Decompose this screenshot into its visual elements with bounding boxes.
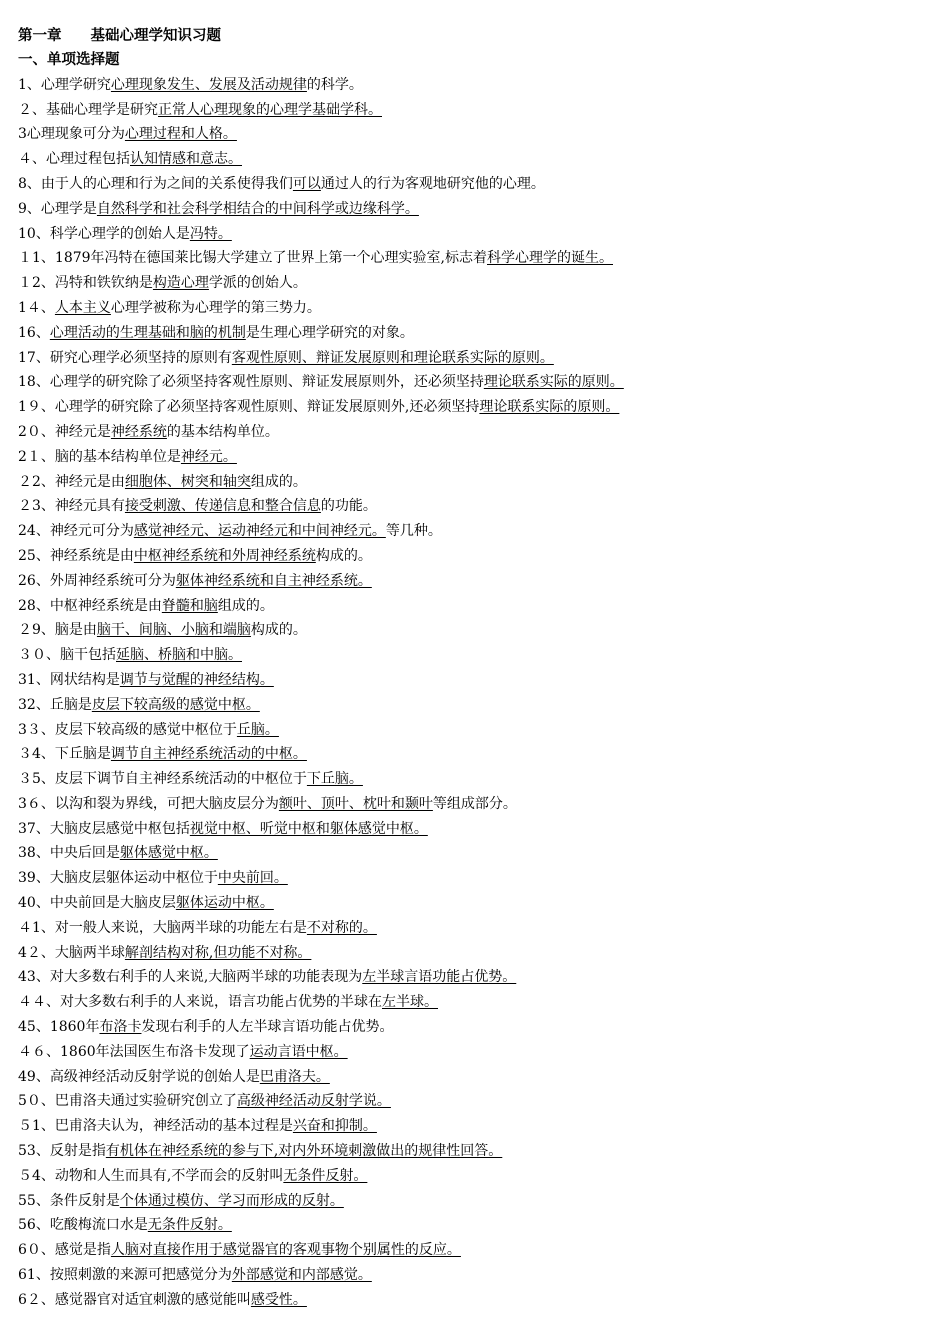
question-item <box>18 1263 932 1288</box>
question-item <box>18 222 932 247</box>
question-text: ５4、动物和人生而具有,不学而会的反射叫 <box>18 1167 284 1184</box>
question-text: 55、条件反射是 <box>18 1192 120 1209</box>
question-item <box>18 122 932 147</box>
question-item <box>18 742 932 767</box>
question-item <box>18 470 932 495</box>
answer-text: 无条件反射。 <box>283 1167 368 1184</box>
question-item <box>18 817 932 842</box>
question-text-tail: 的基本结构单位。 <box>166 423 279 440</box>
question-text-tail: 组成的。 <box>217 597 274 614</box>
question-text-tail: 等几种。 <box>385 523 442 540</box>
question-item <box>18 1139 932 1164</box>
question-text-tail: 心理学被称为心理学的第三势力。 <box>110 299 321 316</box>
question-text: 37、大脑皮层感觉中枢包括 <box>18 820 190 837</box>
question-text: ２3、神经元具有 <box>18 498 125 515</box>
answer-text: 调节自主神经系统活动的中枢。 <box>110 746 307 763</box>
question-text-tail: 通过人的行为客观地研究他的心理。 <box>320 175 545 192</box>
question-item <box>18 1164 932 1189</box>
question-item <box>18 346 932 371</box>
question-text: 17、研究心理学必须坚持的原则有 <box>18 349 232 366</box>
question-text-tail: 的科学。 <box>306 76 363 93</box>
answer-text: 中枢神经系统和外周神经系统 <box>133 547 316 564</box>
answer-text: 心理活动的生理基础和脑的机制 <box>49 324 246 341</box>
chapter-title: 第一章 基础心理学知识习题 <box>18 28 221 44</box>
question-text: 9、心理学是 <box>18 200 97 217</box>
answer-text: 正常人心理现象的心理学基础学科。 <box>158 101 382 118</box>
question-text: 2０、神经元是 <box>18 423 111 440</box>
question-item <box>18 420 932 445</box>
question-text: 39、大脑皮层躯体运动中枢位于 <box>18 870 218 887</box>
answer-text: 躯体神经系统和自主神经系统。 <box>175 572 372 589</box>
question-text: ３4、下丘脑是 <box>18 746 111 763</box>
answer-text: 巴甫洛夫。 <box>259 1068 330 1085</box>
question-item <box>18 891 932 916</box>
question-item <box>18 916 932 941</box>
answer-text: 感受性。 <box>250 1291 307 1308</box>
answer-text: 接受刺激、传递信息和整合信息 <box>124 498 321 515</box>
answer-text: 神经系统 <box>110 423 167 440</box>
question-text: １2、冯特和铁钦纳是 <box>18 275 153 292</box>
question-item <box>18 841 932 866</box>
question-item <box>18 445 932 470</box>
question-item <box>18 1040 932 1065</box>
question-text: ４1、对一般人来说，大脑两半球的功能左右是 <box>18 919 307 936</box>
answer-text: 冯特。 <box>189 225 232 242</box>
question-text: 4２、大脑两半球 <box>18 944 125 961</box>
question-item <box>18 866 932 891</box>
question-item <box>18 965 932 990</box>
question-item <box>18 296 932 321</box>
question-text: 8、由于人的心理和行为之间的关系使得我们 <box>18 175 293 192</box>
question-text: 25、神经系统是由 <box>18 547 134 564</box>
answer-text: 客观性原则、辩证发展原则和理论联系实际的原则。 <box>231 349 554 366</box>
question-item <box>18 1238 932 1263</box>
answer-text: 细胞体、树突和轴突 <box>124 473 251 490</box>
question-text: 38、中央后回是 <box>18 845 120 862</box>
answer-text: 自然科学和社会科学相结合的中间科学或边缘科学。 <box>96 200 419 217</box>
question-item <box>18 1089 932 1114</box>
question-item <box>18 544 932 569</box>
question-item <box>18 1114 932 1139</box>
question-text: ４、心理过程包括 <box>18 151 130 168</box>
question-item <box>18 693 932 718</box>
answer-text: 调节与觉醒的神经结构。 <box>119 671 274 688</box>
question-text: 28、中枢神经系统是由 <box>18 597 162 614</box>
question-item <box>18 1065 932 1090</box>
question-item <box>18 618 932 643</box>
question-text-tail: 的功能。 <box>320 498 377 515</box>
answer-text: 皮层下较高级的感觉中枢。 <box>91 696 260 713</box>
question-text: 10、科学心理学的创始人是 <box>18 225 190 242</box>
question-text: 1４、 <box>18 299 55 316</box>
question-item <box>18 941 932 966</box>
answer-text: 构造心理 <box>152 275 209 292</box>
question-item <box>18 767 932 792</box>
answer-text: 神经元。 <box>180 448 237 465</box>
answer-text: 认知情感和意志。 <box>130 151 242 168</box>
answer-text: 脑干、间脑、小脑和端脑 <box>96 622 251 639</box>
question-text: 43、对大多数右利手的人来说,大脑两半球的功能表现为 <box>18 969 363 986</box>
answer-text: 有机体在神经系统的参与下,对内外环境刺激做出的规律性回答。 <box>105 1143 503 1160</box>
answer-text: 不对称的。 <box>306 919 377 936</box>
question-item <box>18 718 932 743</box>
question-item <box>18 1015 932 1040</box>
question-item <box>18 990 932 1015</box>
question-text: 16、 <box>18 324 50 341</box>
question-text: 2１、脑的基本结构单位是 <box>18 448 181 465</box>
answer-text: 心理过程和人格。 <box>124 126 237 143</box>
answer-text: 外部感觉和内部感觉。 <box>231 1267 372 1284</box>
answer-text: 运动言语中枢。 <box>249 1043 348 1060</box>
question-text: 26、外周神经系统可分为 <box>18 572 176 589</box>
answer-text: 躯体运动中枢。 <box>175 895 274 912</box>
question-item <box>18 172 932 197</box>
question-text-tail: 构成的。 <box>315 547 372 564</box>
question-item <box>18 321 932 346</box>
answer-text: 心理现象发生、发展及活动规律 <box>110 76 307 93</box>
question-text: 18、心理学的研究除了必须坚持客观性原则、辩证发展原则外，还必须坚持 <box>18 374 484 391</box>
answer-text: 额叶、顶叶、枕叶和颞叶 <box>278 795 433 812</box>
question-text: 3６、以沟和裂为界线，可把大脑皮层分为 <box>18 795 279 812</box>
question-text: 3心理现象可分为 <box>18 126 125 143</box>
question-text: 24、神经元可分为 <box>18 523 134 540</box>
answer-text: 布洛卡 <box>99 1019 142 1036</box>
answer-text: 感觉神经元、运动神经元和中间神经元。 <box>133 523 386 540</box>
answer-text: 人脑对直接作用于感觉器官的客观事物个别属性的反应。 <box>110 1242 461 1259</box>
question-text-tail: 组成的。 <box>250 473 307 490</box>
answer-text: 无条件反射。 <box>147 1217 232 1234</box>
question-item <box>18 98 932 123</box>
answer-text: 理论联系实际的原则。 <box>483 374 624 391</box>
answer-text: 人本主义 <box>54 299 111 316</box>
answer-text: 丘脑。 <box>236 721 279 738</box>
answer-text: 延脑、桥脑和中脑。 <box>116 647 242 664</box>
question-text: ３5、皮层下调节自主神经系统活动的中枢位于 <box>18 771 307 788</box>
question-text: 5０、巴甫洛夫通过实验研究创立了 <box>18 1093 237 1110</box>
question-text: ２2、神经元是由 <box>18 473 125 490</box>
answer-text: 下丘脑。 <box>306 771 363 788</box>
question-item <box>18 569 932 594</box>
question-text: ４６、1860年法国医生布洛卡发现了 <box>18 1043 250 1060</box>
question-text: ２9、脑是由 <box>18 622 97 639</box>
question-text: 53、反射是指 <box>18 1143 106 1160</box>
answer-text: 中央前回。 <box>217 870 288 887</box>
question-item <box>18 73 932 98</box>
question-item <box>18 246 932 271</box>
question-item <box>18 668 932 693</box>
section-title: 一、单项选择题 <box>18 52 120 69</box>
question-item <box>18 147 932 172</box>
answer-text: 躯体感觉中枢。 <box>119 845 218 862</box>
question-item <box>18 494 932 519</box>
question-text: ３０、脑干包括 <box>18 647 116 664</box>
answer-text: 高级神经活动反射学说。 <box>236 1093 391 1110</box>
question-text-tail: 是生理心理学研究的对象。 <box>245 324 414 341</box>
question-text: 31、网状结构是 <box>18 671 120 688</box>
answer-text: 个体通过模仿、学习而形成的反射。 <box>119 1192 344 1209</box>
answer-text: 脊髓和脑 <box>161 597 218 614</box>
answer-text: 左半球言语功能占优势。 <box>362 969 517 986</box>
question-item <box>18 395 932 420</box>
question-text: 1９、心理学的研究除了必须坚持客观性原则、辩证发展原则外,还必须坚持 <box>18 399 480 416</box>
question-list <box>18 73 932 1313</box>
question-text-tail: 发现右利手的人左半球言语功能占优势。 <box>141 1019 394 1036</box>
answer-text: 兴奋和抑制。 <box>292 1118 377 1135</box>
question-item <box>18 1189 932 1214</box>
question-text-tail: 等组成部分。 <box>432 795 517 812</box>
question-item <box>18 519 932 544</box>
question-text: 1、心理学研究 <box>18 76 111 93</box>
question-text: 32、丘脑是 <box>18 696 92 713</box>
answer-text: 理论联系实际的原则。 <box>479 399 620 416</box>
question-text: 40、中央前回是大脑皮层 <box>18 895 176 912</box>
question-text: 45、1860年 <box>18 1019 100 1036</box>
question-text: 6０、感觉是指 <box>18 1242 111 1259</box>
question-text-tail: 学派的创始人。 <box>208 275 307 292</box>
question-text: 49、高级神经活动反射学说的创始人是 <box>18 1068 260 1085</box>
question-text: ４４、对大多数右利手的人来说，语言功能占优势的半球在 <box>18 994 382 1011</box>
question-text: １1、1879年冯特在德国莱比锡大学建立了世界上第一个心理实验室,标志着 <box>18 250 487 267</box>
answer-text: 解剖结构对称,但功能不对称。 <box>124 944 312 961</box>
answer-text: 可以 <box>292 175 321 192</box>
question-text: 61、按照刺激的来源可把感觉分为 <box>18 1267 232 1284</box>
question-text: ５1、巴甫洛夫认为，神经活动的基本过程是 <box>18 1118 293 1135</box>
question-item <box>18 1213 932 1238</box>
question-text: 56、吃酸梅流口水是 <box>18 1217 148 1234</box>
answer-text: 科学心理学的诞生。 <box>487 250 613 267</box>
question-item <box>18 594 932 619</box>
question-item <box>18 1288 932 1313</box>
answer-text: 视觉中枢、听觉中枢和躯体感觉中枢。 <box>189 820 428 837</box>
question-text-tail: 构成的。 <box>250 622 307 639</box>
question-item <box>18 643 932 668</box>
question-text: ２、基础心理学是研究 <box>18 101 158 118</box>
question-item <box>18 197 932 222</box>
question-item <box>18 792 932 817</box>
answer-text: 左半球。 <box>382 994 438 1011</box>
question-text: 6２、感觉器官对适宜刺激的感觉能叫 <box>18 1291 251 1308</box>
question-item <box>18 370 932 395</box>
question-text: 3３、皮层下较高级的感觉中枢位于 <box>18 721 237 738</box>
question-item <box>18 271 932 296</box>
